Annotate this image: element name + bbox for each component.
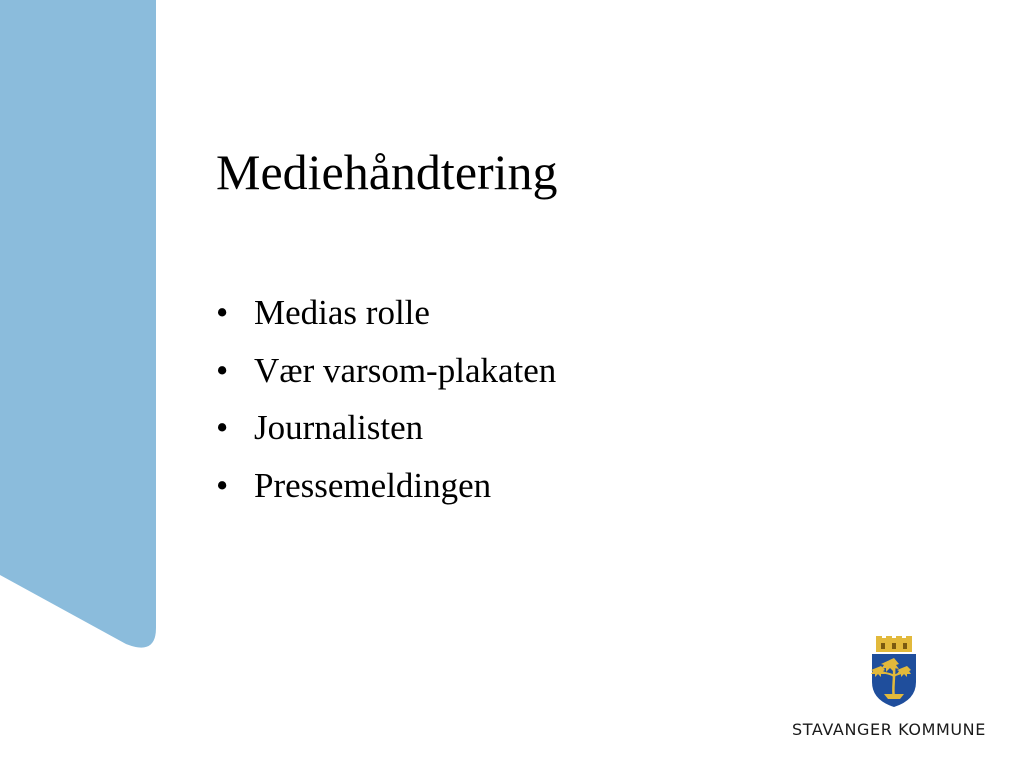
slide-title: Mediehåndtering <box>216 144 558 200</box>
bullet-icon: • <box>216 465 229 505</box>
bullet-text: Vær varsom-plakaten <box>254 350 557 390</box>
bullet-item-pressemeldingen <box>216 461 556 519</box>
bullet-text: Journalisten <box>254 408 424 447</box>
decorative-side-band <box>0 0 160 660</box>
bullet-item-medias-rolle <box>216 288 556 346</box>
bullet-icon: • <box>216 408 229 447</box>
bullet-icon: • <box>216 350 229 390</box>
bullet-text: Pressemeldingen <box>254 465 492 505</box>
organization-name: STAVANGER KOMMUNE <box>792 720 986 739</box>
side-band-shape <box>0 0 156 648</box>
bullet-text: Medias rolle <box>254 293 430 332</box>
bullet-item-journalisten <box>216 403 556 461</box>
bullet-icon: • <box>216 293 229 332</box>
bullet-list <box>216 288 556 518</box>
stavanger-logo <box>790 636 994 746</box>
coat-of-arms-icon <box>870 636 918 708</box>
bullet-item-vaer-varsom-plakaten <box>216 346 556 404</box>
